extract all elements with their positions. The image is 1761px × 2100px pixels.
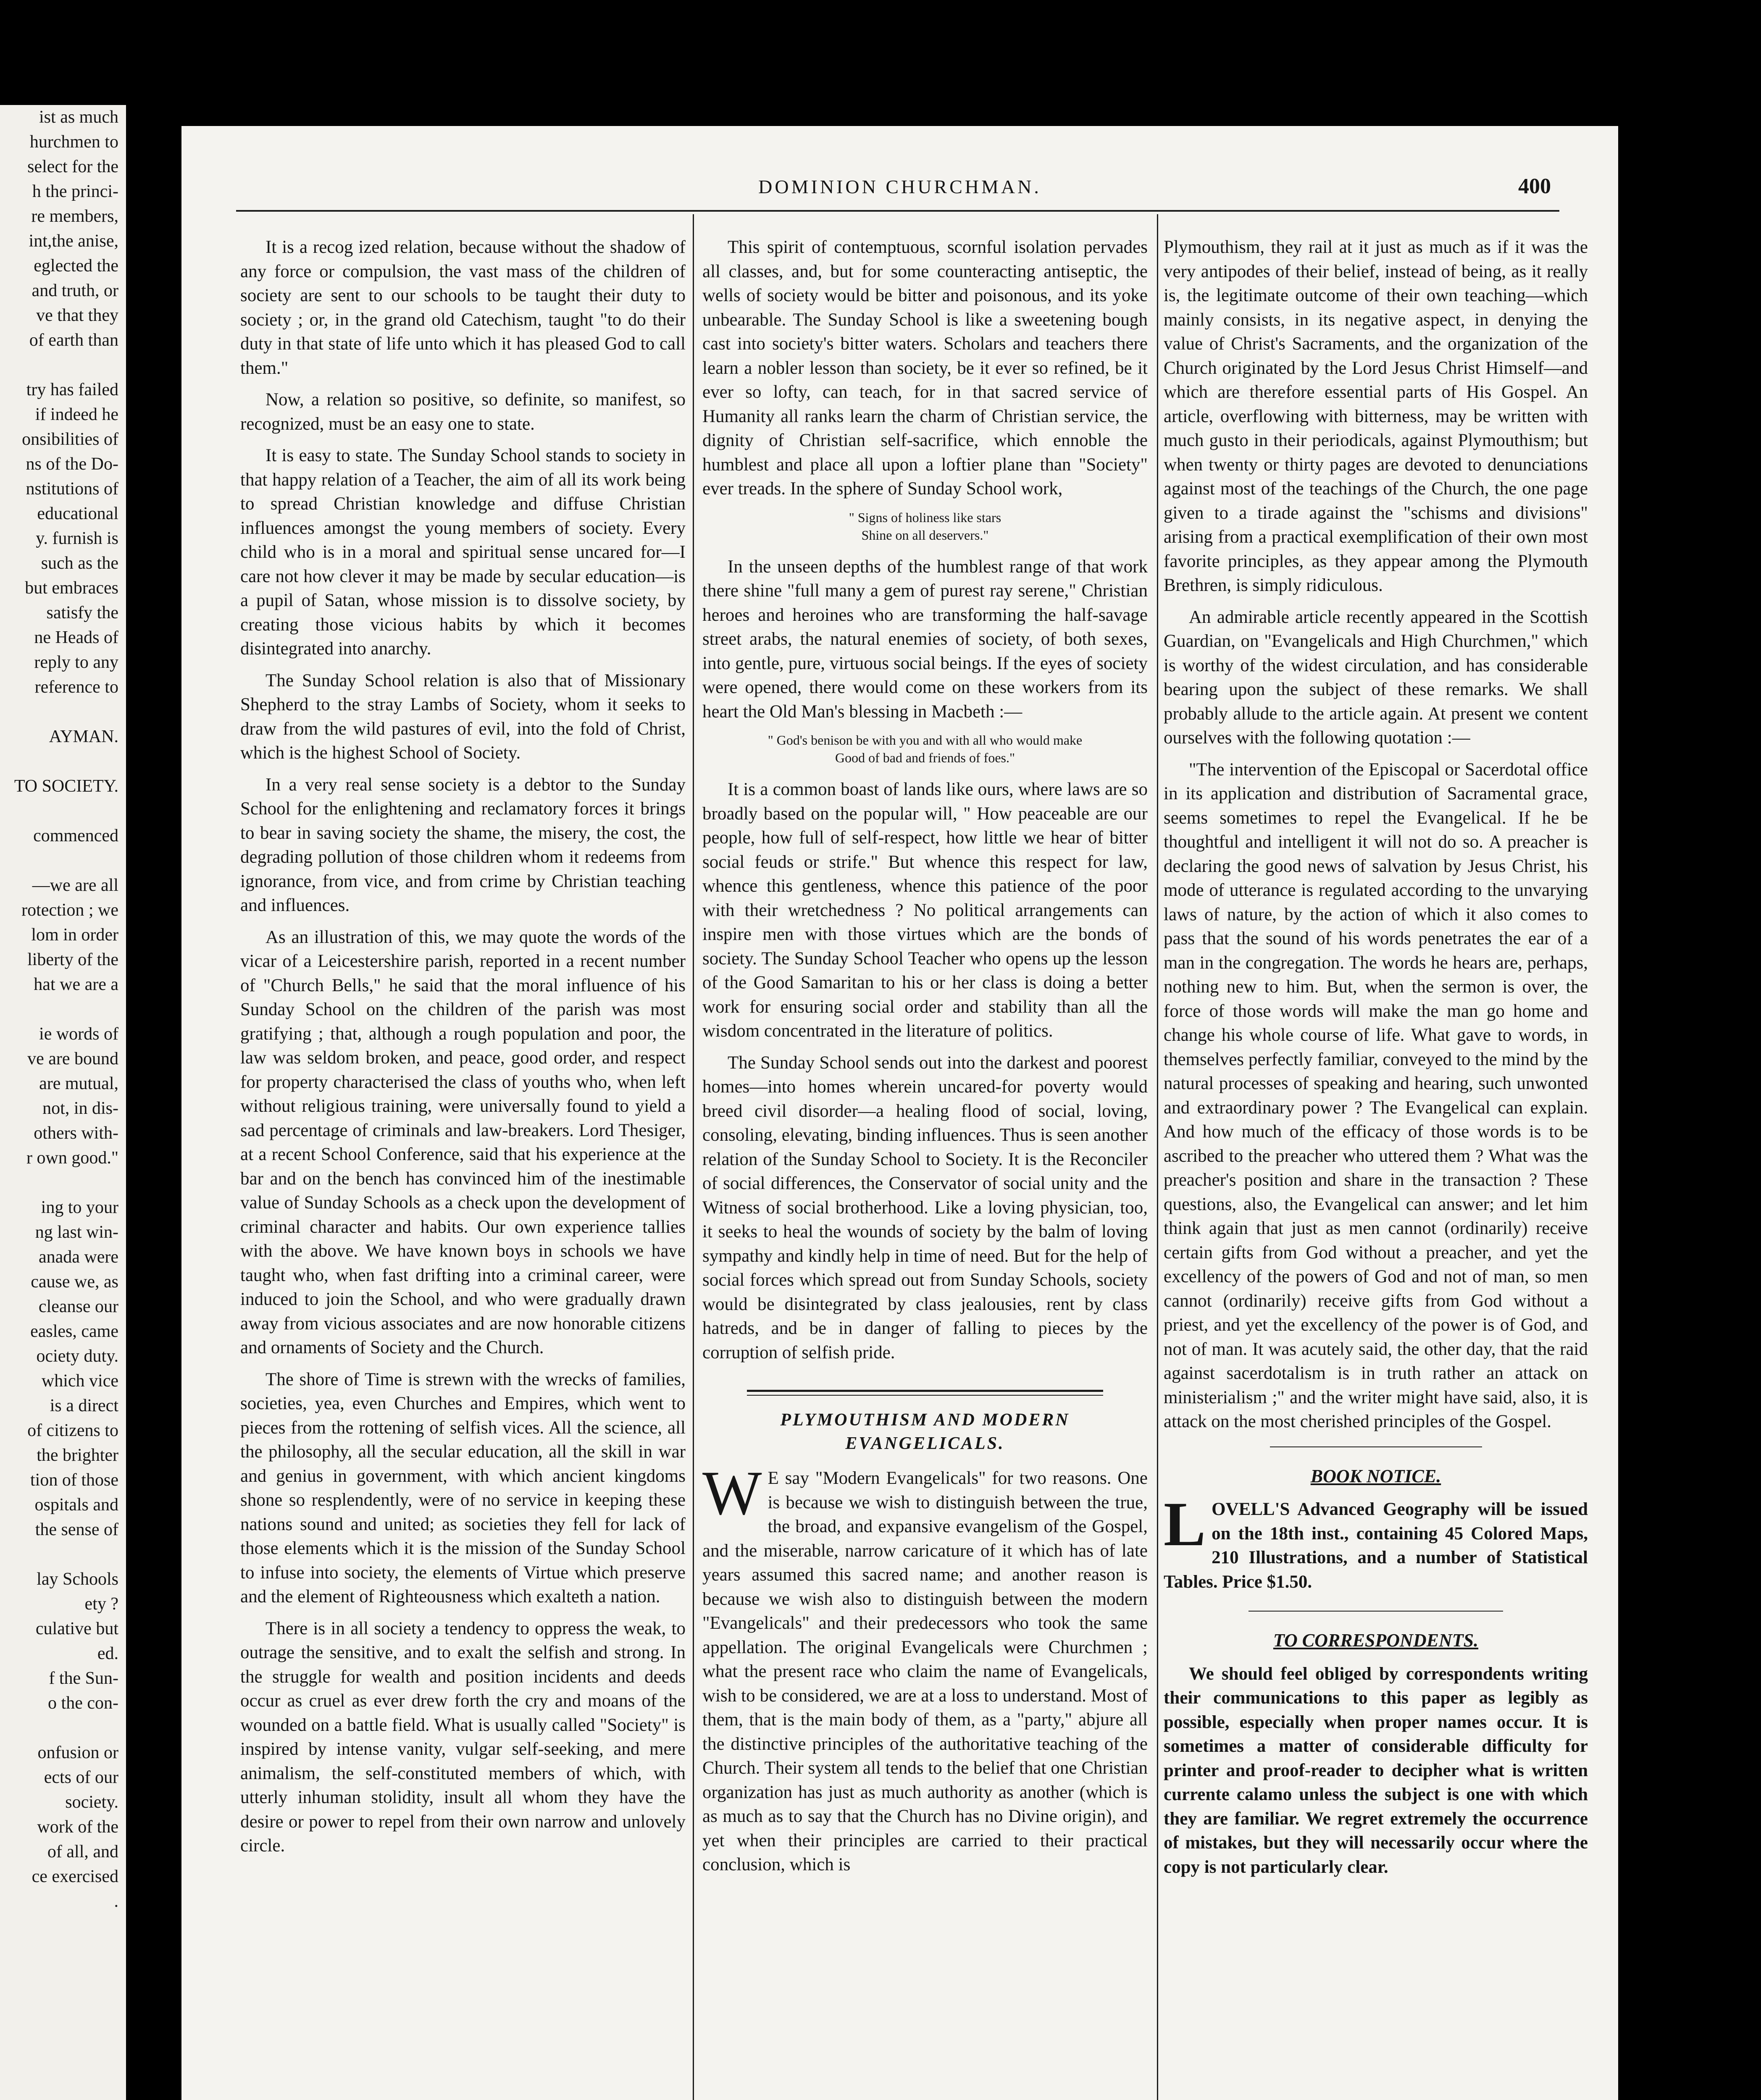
paragraph: The Sunday School relation is also that of Missionary Shepherd to the stray Lambs of Society, whom it seeks to draw from the wild pastures of evil, into the fold of Christ, which is the highest School of Society.	[240, 670, 686, 763]
previous-page-line	[0, 799, 126, 824]
previous-page-line: reply to any	[34, 653, 118, 672]
paragraph: This spirit of contemptuous, scornful isolation pervades all classes, and, but for some counteracting antiseptic, the wells of society would be bitter and poisonous, and its yoke unbearable. The Sunday School is like a sweetening bough cast into society's bitter waters. Scholars and teachers there learn a nobler lesson than society, be it ever so refined, be it ever so lofty, can teach, for in that sacred service of Humanity all ranks learn the charm of Christian service, the dignity of Christian self-sacrifice, which ennoble the humblest and place all upon a loftier plane than "Society" ever treads. In the sphere of Sunday School work,	[702, 237, 1148, 499]
section-ornament-rule	[747, 1390, 1103, 1396]
paragraph: It is a common boast of lands like ours, where laws are so broadly based on the popular will, " How peaceable are our people, how full of self-respect, how little we hear of bitter social feuds or strife." But whence this respect for law, whence this gentleness, whence this patience of the poor with their wretchedness ? No political arrangements can inspire men with those virtues which are the bonds of society. The Sunday School Teacher who opens up the lesson of the Good Samaritan to his or her class is doing a better work for ensuring social order and stability than all the wisdom concentrated in the literature of politics.	[702, 780, 1148, 1041]
drop-cap: L	[1164, 1489, 1206, 1559]
previous-page-line: TO SOCIETY.	[14, 777, 118, 796]
previous-page-line: ie words of	[39, 1024, 118, 1044]
column-divider	[693, 214, 694, 2100]
correspondents-title: TO CORRESPONDENTS.	[1273, 1630, 1479, 1651]
previous-page-line: AYMAN.	[49, 727, 118, 746]
previous-page-line: ng last win-	[35, 1223, 118, 1242]
previous-page-line: ociety duty.	[36, 1347, 118, 1366]
paragraph: In the unseen depths of the humblest range of that work there shine "full many a gem of purest ray serene," Christian heroes and heroines who are transforming the half-savage street arabs, the natural enemies of society, of both sexes, into gentle, pure, virtuous social beings. If the eyes of society were opened, there would come on these workers from its heart the Old Man's blessing in Macbeth :—	[702, 556, 1148, 722]
column-2	[702, 235, 1148, 1885]
paragraph: It is a recog ized relation, because without the shadow of any force or compulsion, the vast mass of the children of society are sent to our schools to be taught their duty to society ; or, in the grand old Catechism, taught "to do their duty in that state of life unto which it has pleased God to call them."	[240, 237, 686, 378]
column-1	[240, 235, 686, 1866]
previous-page-line: culative but	[35, 1619, 118, 1638]
previous-page-line: the sense of	[35, 1520, 118, 1539]
book-notice-title: BOOK NOTICE.	[1310, 1465, 1441, 1486]
previous-page-line: ne Heads of	[34, 628, 118, 647]
previous-page-line: ns of the Do-	[26, 454, 118, 474]
previous-page-line	[0, 353, 126, 378]
previous-page-line: eglected the	[34, 256, 118, 276]
previous-page-line: h the princi-	[32, 182, 118, 201]
paragraph-text: E say "Modern Evangelicals" for two reasons. One is because we wish to distinguish between the true, the broad, and expansive evangelism of the Gospel, and the miserable, narrow caricature of it which has of late years assumed this sacred name; and another reason is because we wish also to distinguish between the modern "Evangelicals" and their predecessors who took the same appellation. The original Evangelicals were Churchmen ; what the present race who claim the name of Evangelicals, wish to be considered, we are at a loss to understand. Most of them, that is the main body of them, as a "party," abjure all the distinctive principles of the authoritative teaching of the Church. Their system all tends to the belief that one Christian organization has just as much authority as another (which is as much as to say that the Church has no Divine origin), and yet when their principles are carried to their practical conclusion, which is	[702, 1468, 1148, 1874]
paragraph: An admirable article recently appeared in the Scottish Guardian, on "Evangelicals and High Churchmen," which is worthy of the widest circulation, and has considerable bearing upon the subject of these remarks. We shall probably allude to the article again. At present we content ourselves with the following quotation :—	[1164, 607, 1588, 748]
previous-page-line: easles, came	[30, 1322, 118, 1341]
paragraph: There is in all society a tendency to oppress the weak, to outrage the sensitive, and to exalt the selfish and strong. In the struggle for wealth and position incidents and deeds occur as cruel as ever drew forth the cry and moans of the wounded on a battle field. What is usually called "Society" is inspired by intense vanity, vulgar self-seeking, and mere animalism, the self-constituted members of which, with utterly inhuman stolidity, insult all whom they have the desire or power to repel from their own narrow and unlovely circle.	[240, 1618, 686, 1856]
previous-page-line: but embraces	[25, 578, 118, 598]
previous-page-line: cause we, as	[31, 1272, 118, 1292]
previous-page-line: others with-	[34, 1124, 118, 1143]
masthead-title: DOMINION CHURCHMAN.	[758, 176, 1041, 197]
previous-page-fragment	[0, 105, 126, 2100]
previous-page-line: educational	[37, 504, 118, 523]
previous-page-line: f the Sun-	[49, 1669, 118, 1688]
quotation-paragraph: "The intervention of the Episcopal or Sacerdotal office in its application and distribution of Sacramental grace, seems sometimes to repel the Evangelical. If he be thoughtful and intelligent it will not do so. A preacher is declaring the good news of salvation by Jesus Christ, his mode of utterance is regulated according to the unvarying laws of nature, by the action of which it also comes to pass that the sound of his words penetrates the ear of a man in the congregation. The words he hears are, perhaps, nothing new to him. But, when the sermon is over, the force of those words will make the man go home and change his whole course of life. What gave to words, in themselves perfectly familiar, conveyed to the mind by the natural processes of speaking and hearing, such unwonted and extraordinary power ? The Evangelical can explain. And how much of the efficacy of those words is to be ascribed to the preacher who uttered them ? What was the preacher's position and share in the transaction ? These questions, also, the Evangelical can answer; and let him think again that just as men cannot (ordinarily) receive certain gifts from God without a preacher, and yet the excellency of the powers of God and not of man, so men cannot (ordinarily) receive gifts from God without a priest, and yet the excellency of the power is of God, and not of man. It was acutely said, the other day, that the raid against sacerdotalism is in truth rather an attack on ministerialism ;" and the writer might have said, also, it is attack on the most cherished principles of the Gospel.	[1164, 759, 1588, 1431]
header-rule	[236, 210, 1559, 212]
previous-page-line: not, in dis-	[42, 1099, 118, 1118]
notice-rule	[1248, 1611, 1503, 1612]
correspondents-notice: We should feel obliged by correspondents writing their communications to this paper as legibly as possible, especially when proper names occur. It is sometimes a matter of considerable difficulty for printer and proof-reader to decipher what is written currente calamo unless the subject is one with which they are familiar. We regret extremely the occurrence of mistakes, but they will necessarily occur where the copy is not particularly clear.	[1164, 1664, 1588, 1877]
previous-page-line: int,the anise,	[29, 231, 118, 251]
previous-page-line: try has failed	[26, 380, 118, 399]
previous-page-line: if indeed he	[35, 405, 118, 424]
previous-page-line: of earth than	[29, 331, 118, 350]
previous-page-line: ve are bound	[27, 1049, 118, 1068]
previous-page-line: nstitutions of	[26, 479, 118, 499]
previous-page-line: the brighter	[37, 1446, 118, 1465]
previous-page-line: y. furnish is	[36, 529, 118, 548]
previous-page-line: re members,	[31, 207, 118, 226]
previous-page-line: tion of those	[30, 1470, 118, 1490]
previous-page-line	[0, 749, 126, 774]
previous-page-line	[0, 848, 126, 873]
previous-page-line: work of the	[37, 1817, 118, 1837]
previous-page-line: r own good."	[26, 1148, 118, 1168]
newspaper-page	[181, 126, 1618, 2100]
previous-page-line	[0, 1542, 126, 1567]
previous-page-line: o the con-	[48, 1693, 118, 1713]
previous-page-line: onfusion or	[37, 1743, 118, 1762]
paragraph: The Sunday School sends out into the darkest and poorest homes—into homes wherein uncared-for poverty would breed civil disorder—a healing flood of social, loving, consoling, elevating, binding influences. Thus is seen another relation of the Sunday School to Society. It is the Reconciler of social differences, the Conservator of social unity and the Witness of social brotherhood. Like a loving physician, too, it seeks to heal the wounds of society by the balm of loving sympathy and kindly help in time of need. But for the help of social forces which spread out from Sunday Schools, society would be disintegrated by class jealousies, rent by class hatreds, and be in danger of falling to pieces by the corruption of selfish pride.	[702, 1053, 1148, 1362]
previous-page-line: hat we are a	[34, 975, 118, 994]
previous-page-line: liberty of the	[27, 950, 118, 969]
column-divider	[1157, 214, 1158, 2100]
previous-page-line: ed.	[97, 1644, 118, 1663]
book-notice-text: OVELL'S Advanced Geography will be issued on the 18th inst., containing 45 Colored Maps, 210 Illustrations, and a number of Statistical Tables. Price $1.50.	[1164, 1499, 1588, 1592]
previous-page-line: ist as much	[39, 108, 118, 127]
paragraph: Plymouthism, they rail at it just as much as if it was the very antipodes of their belief, instead of being, as it really is, the legitimate outcome of their own teaching—which mainly consists, in its negative aspect, in denying the value of Christ's Sacraments, and the organization of the Church originated by the Lord Jesus Christ Himself—and which are therefore essential parts of His Gospel. An article, overflowing with bitterness, may be written with much gusto in their periodicals, against Plymouthism; but when twenty or thirty pages are devoted to denunciations against most of the teachings of the Church, the one page given to a tirade against the "schisms and divisions" arising from a practical exemplification of their own most favorite principles, as they appear among the Plymouth Brethren, is simply ridiculous.	[1164, 237, 1588, 595]
previous-page-line: lay Schools	[37, 1570, 118, 1589]
previous-page-line: such as the	[41, 554, 118, 573]
previous-page-line: select for the	[27, 157, 118, 176]
previous-page-line: ing to your	[41, 1198, 118, 1217]
page-number: 400	[1518, 174, 1551, 198]
previous-page-line: ects of our	[44, 1768, 118, 1787]
previous-page-line	[0, 1171, 126, 1195]
previous-page-line: ospitals and	[34, 1495, 118, 1515]
section-title: PLYMOUTHISM AND MODERN EVANGELICALS.	[780, 1410, 1070, 1453]
previous-page-line: satisfy the	[46, 603, 118, 622]
drop-cap: W	[702, 1458, 762, 1528]
verse-quote: " Signs of holiness like stars Shine on all deservers."	[849, 509, 1001, 543]
previous-page-line: cleanse our	[38, 1297, 118, 1316]
paragraph: The shore of Time is strewn with the wrecks of families, societies, yea, even Churches and Empires, which went to pieces from the rottening of selfish vices. All the science, all the philosophy, all the secular education, all the skill in war and genius in government, with which ancient kingdoms shone so resplendently, were of no service in keeping these nations sound and united; as societies they fell for lack of those elements which it is the mission of the Sunday School to infuse into society, the elements of Virtue which preserve and the element of Righteousness which exalteth a nation.	[240, 1369, 686, 1606]
previous-page-line: commenced	[33, 826, 118, 845]
previous-page-line	[0, 700, 126, 724]
previous-page-line	[0, 1716, 126, 1740]
previous-page-line: which vice	[41, 1371, 118, 1391]
notice-rule	[1270, 1446, 1482, 1447]
paragraph: It is easy to state. The Sunday School stands to society in that happy relation of a Teacher, the aim of all its work being to spread Christian knowledge and diffuse Christian influences amongst the young members of society. Every child who is in a moral and spiritual sense uncared for—I care not how clever it may be made by secular education—is a pupil of Satan, whose mission is to dissolve society, by creating those vicious habits by which it becomes disintegrated into anarchy.	[240, 446, 686, 659]
page-header	[181, 172, 1618, 206]
previous-page-line: of all, and	[47, 1842, 118, 1861]
previous-page-line: anada were	[38, 1247, 118, 1267]
paragraph: Now, a relation so positive, so definite, so manifest, so recognized, must be an easy one to state.	[240, 390, 686, 434]
previous-page-line: is a direct	[50, 1396, 118, 1415]
previous-page-line: ve that they	[36, 306, 118, 325]
verse-quote: " God's benison be with you and with all who would make Good of bad and friends of foes."	[767, 732, 1083, 765]
previous-page-line: lom in order	[31, 925, 118, 945]
paragraph: In a very real sense society is a debtor to the Sunday School for the enlightening and reclamatory forces it brings to bear in saving society the shame, the misery, the cost, the degrading pollution of those children whom it redeems from ignorance, from vice, and from crime by Christian teaching and influences.	[240, 774, 686, 915]
previous-page-line	[0, 997, 126, 1022]
previous-page-line: ce exercised	[32, 1867, 118, 1886]
previous-page-line: hurchmen to	[29, 132, 118, 152]
previous-page-line: society.	[65, 1793, 118, 1812]
previous-page-line: of citizens to	[27, 1421, 118, 1440]
previous-page-line: ety ?	[84, 1594, 118, 1614]
previous-page-line: are mutual,	[39, 1074, 118, 1093]
previous-page-line: and truth, or	[32, 281, 118, 300]
column-3	[1164, 235, 1588, 1887]
paragraph	[702, 1458, 1148, 1877]
previous-page-line: —we are all	[32, 876, 118, 895]
previous-page-line: onsibilities of	[22, 430, 118, 449]
previous-page-line: .	[114, 1892, 118, 1911]
previous-page-line: reference to	[34, 677, 118, 697]
book-notice	[1164, 1489, 1588, 1594]
previous-page-line: rotection ; we	[21, 900, 118, 920]
paragraph: As an illustration of this, we may quote the words of the vicar of a Leicestershire parish, reported in a recent number of "Church Bells," he said that the moral influence of his Sunday School on the children of the parish was most gratifying ; that, although a rough population and poor, the law was seldom broken, and peace, good order, and respect for property characterised the class of youths who, when left without religious training, were universally found to yield a sad percentage of criminals and law-breakers. Lord Thesiger, at a recent School Conference, said that his experience at the bar and on the bench has convinced him of the inestimable value of Sunday Schools as a check upon the development of criminal character and habits. Our own experience tallies with the above. We have known boys in schools we have taught who, when fast drifting into a criminal career, were induced to join the School, and who were gradually drawn away from vicious associates and are now honorable citizens and ornaments of Society and the Church.	[240, 927, 686, 1357]
